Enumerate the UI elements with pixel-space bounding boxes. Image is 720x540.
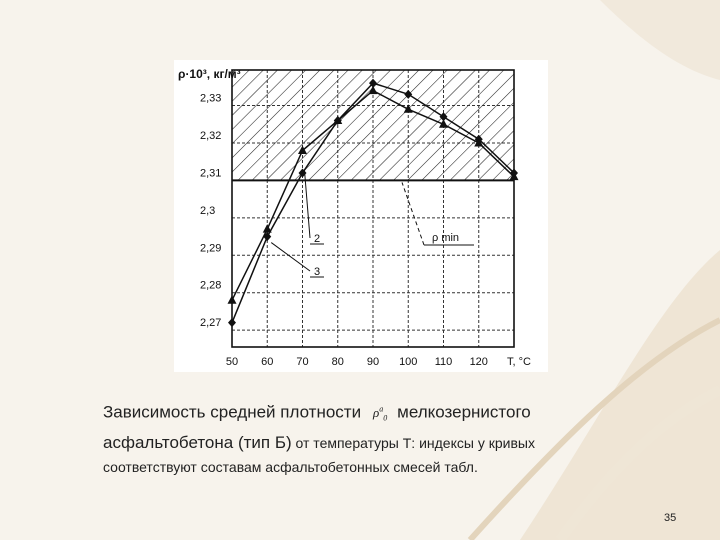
curve-label-2: 2 — [314, 233, 321, 245]
min-density-label: ρ min — [432, 232, 460, 244]
x-tick-label: 70 — [296, 356, 309, 368]
min-pointer-line — [402, 182, 424, 245]
y-tick-label: 2,3 — [200, 204, 216, 217]
x-axis-title: T, °C — [507, 356, 531, 368]
leader-line-3 — [271, 243, 310, 271]
x-tick-label: 100 — [399, 356, 418, 368]
x-tick-label: 80 — [331, 356, 344, 368]
series-2-point — [228, 295, 237, 304]
figure-caption — [103, 398, 663, 479]
y-tick-label: 2,33 — [200, 92, 222, 105]
curve-label-3: 3 — [314, 266, 321, 278]
y-tick-label: 2,27 — [200, 317, 222, 330]
x-tick-label: 50 — [225, 356, 239, 368]
caption-part-5: соответствуют составам асфальтобетонных смесей табл. — [103, 458, 478, 475]
y-tick-label: 2,29 — [200, 242, 222, 255]
series-3-point — [228, 318, 236, 327]
y-axis-title: ρ·10³, кг/м³ — [178, 67, 241, 81]
page-number: 35 — [664, 512, 677, 524]
chart-figure — [174, 60, 548, 372]
caption-part-1: Зависимость средней плотности — [103, 402, 362, 422]
x-tick-label: 90 — [366, 356, 380, 368]
y-tick-label: 2,32 — [200, 129, 222, 142]
density-temperature-chart — [174, 60, 548, 372]
caption-part-2: мелкозернистого — [397, 402, 531, 422]
y-tick-label: 2,28 — [200, 279, 222, 292]
caption-part-3: асфальтобетона (тип Б) — [103, 432, 292, 452]
x-tick-label: 120 — [469, 356, 488, 368]
y-tick-label: 2,31 — [200, 167, 222, 180]
x-tick-label: 60 — [261, 356, 274, 368]
rho-symbol: $\rho^a_0$ — [372, 405, 388, 423]
caption-part-4: от температуры Т: индексы у кривых — [295, 434, 535, 451]
x-tick-label: 110 — [434, 356, 453, 368]
